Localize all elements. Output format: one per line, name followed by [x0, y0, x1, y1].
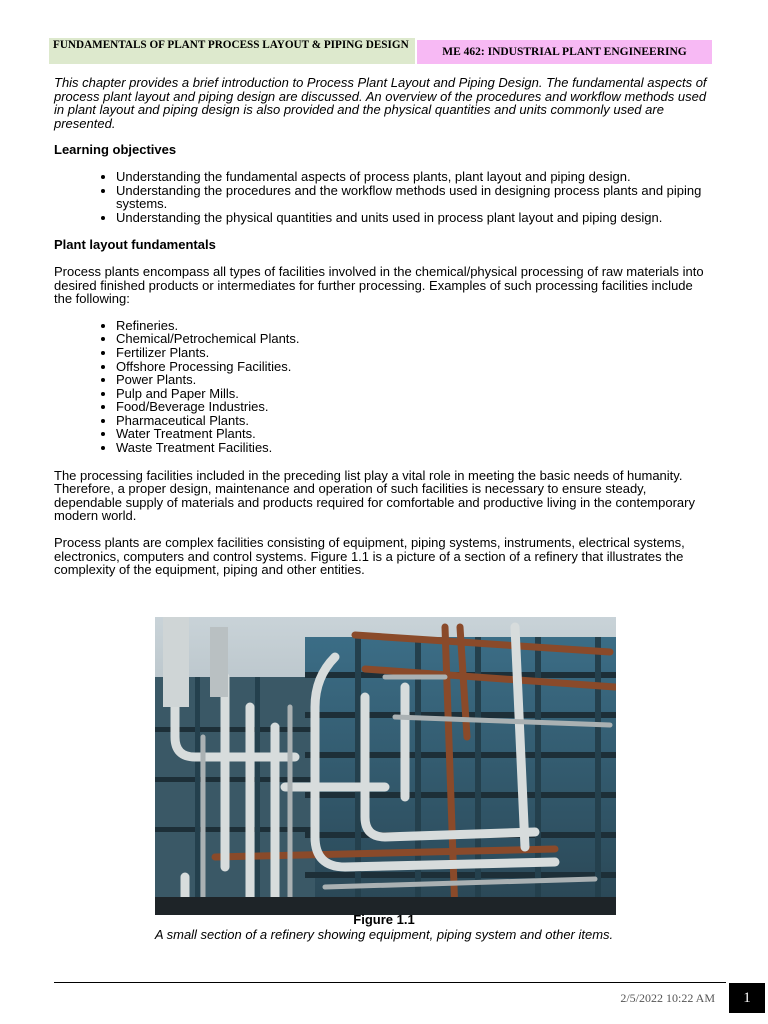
- footer-date: 2/5/2022 10:22 AM: [620, 991, 715, 1005]
- list-item: • Offshore Processing Facilities.: [116, 360, 714, 374]
- learning-objectives-heading: Learning objectives: [54, 142, 177, 158]
- figure-caption: [54, 913, 714, 942]
- plant-layout-paragraph-2: The processing facilities included in the preceding list play a vital role in meeting the basic needs of humanity. Therefore, a proper design, maintenance and operation of such facilities is necessary to ensure steady, dependable supply of materials and products required for comfortable and productive living in the contemporary modern world.: [54, 467, 695, 524]
- page-number: 1: [729, 983, 765, 1013]
- list-item: • Understanding the procedures and the workflow methods used in designing process plants and piping systems.: [116, 184, 714, 211]
- header-chapter-title: FUNDAMENTALS OF PLANT PROCESS LAYOUT & PIPING DESIGN: [49, 38, 415, 64]
- figure-number: Figure 1.1: [353, 912, 415, 927]
- facilities-list: [54, 319, 714, 455]
- refinery-photo: [155, 617, 616, 915]
- list-item: • Power Plants.: [116, 373, 714, 387]
- list-item: • Understanding the physical quantities and units used in process plant layout and piping design.: [116, 211, 714, 225]
- header-course-title: ME 462: INDUSTRIAL PLANT ENGINEERING: [417, 40, 712, 64]
- list-item: • Pulp and Paper Mills.: [116, 387, 714, 401]
- intro-paragraph: This chapter provides a brief introduction to Process Plant Layout and Piping Design. The fundamental aspects of process plant layout and piping design are discussed. An overview of the procedures and workflow methods used in plant layout and piping design is also provided and the physical quantities and units commonly used are presented.: [54, 75, 707, 131]
- footer-rule: [54, 982, 726, 983]
- list-item: • Pharmaceutical Plants.: [116, 414, 714, 428]
- list-item: • Water Treatment Plants.: [116, 427, 714, 441]
- page-content: [54, 76, 714, 590]
- learning-objectives-list: [54, 170, 714, 224]
- plant-layout-paragraph-3: Process plants are complex facilities consisting of equipment, piping systems, instruments, electrical systems, electronics, computers and control systems. Figure 1.1 is a picture of a section of a refinery that illustrates the complexity of the equipment, piping and other entities.: [54, 535, 685, 578]
- list-item: • Waste Treatment Facilities.: [116, 441, 714, 455]
- list-item: • Fertilizer Plants.: [116, 346, 714, 360]
- figure-description: A small section of a refinery showing equipment, piping system and other items.: [154, 926, 614, 942]
- list-item: • Food/Beverage Industries.: [116, 400, 714, 414]
- plant-layout-paragraph-1: Process plants encompass all types of facilities involved in the chemical/physical processing of raw materials into desired finished products or intermediates for further processing. Examples of such processing facilities include the following:: [54, 263, 704, 307]
- plant-layout-heading: Plant layout fundamentals: [54, 237, 216, 253]
- list-item: • Chemical/Petrochemical Plants.: [116, 332, 714, 346]
- list-item: • Refineries.: [116, 319, 714, 333]
- list-item: • Understanding the fundamental aspects of process plants, plant layout and piping design.: [116, 170, 714, 184]
